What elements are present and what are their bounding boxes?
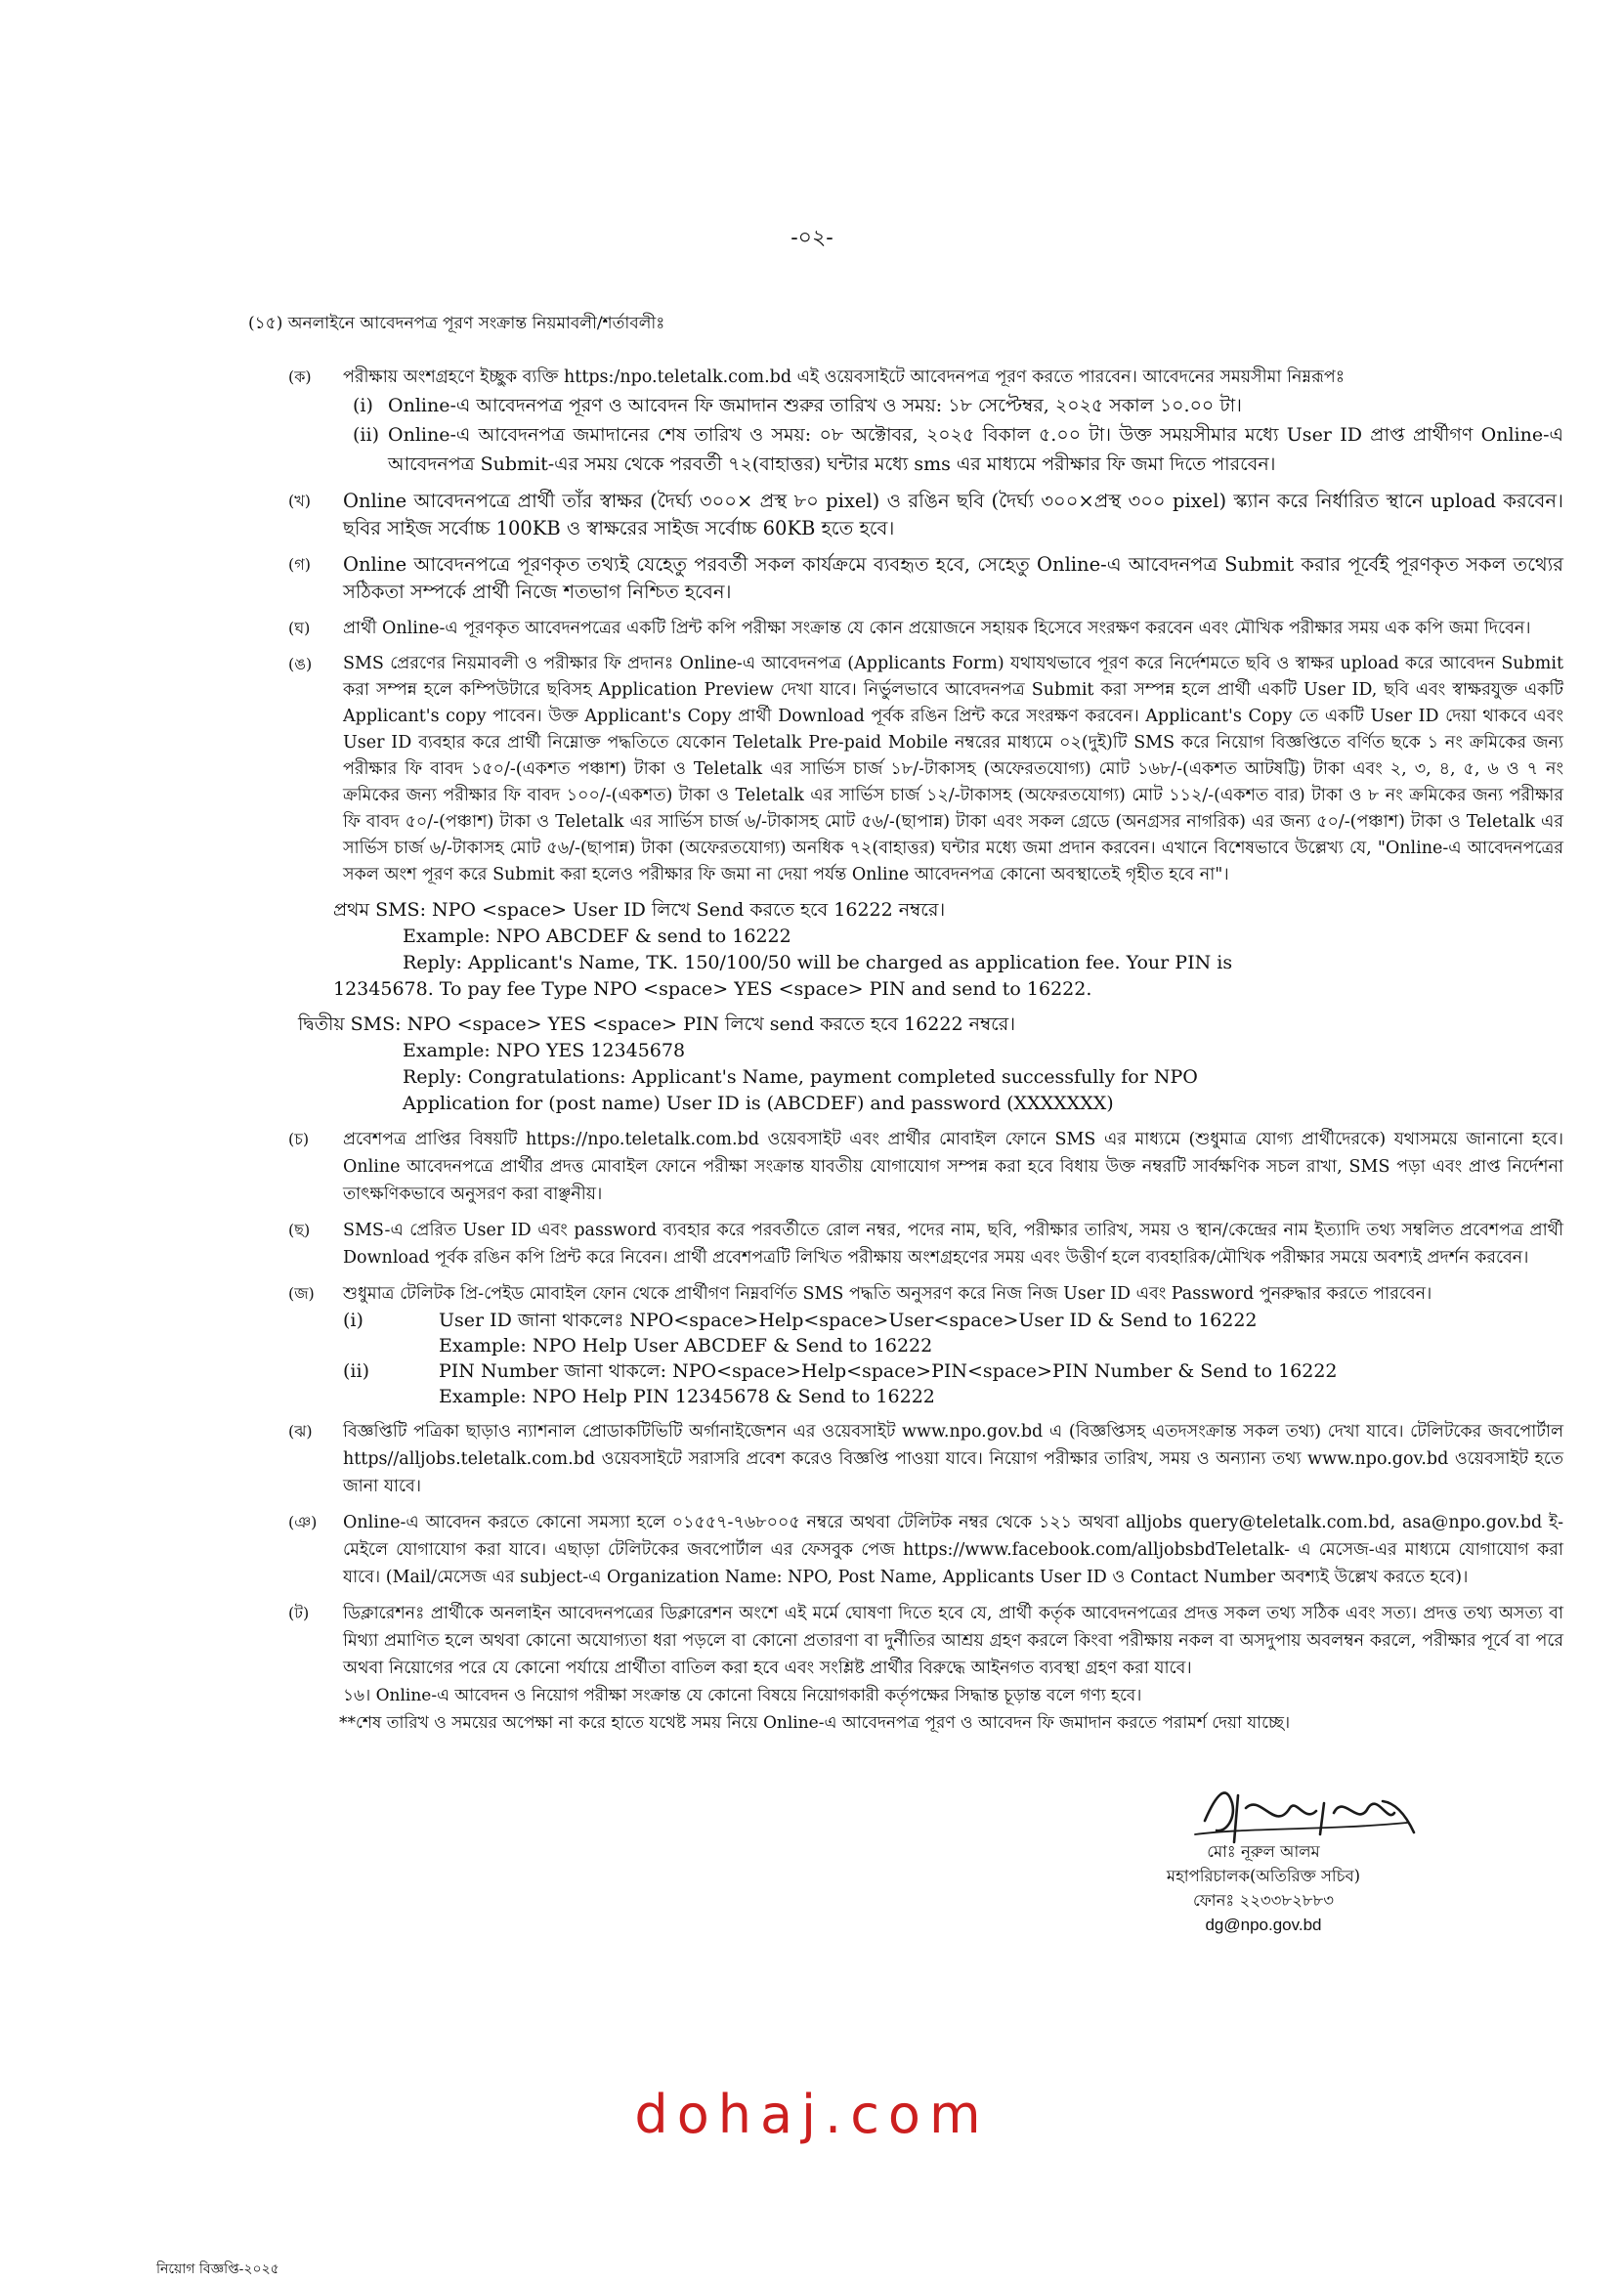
rule-item-ga: [288, 551, 1563, 606]
rule-item-ta: [288, 1600, 1563, 1737]
item-text: Online আবেদনপত্রে প্রার্থী তাঁর স্বাক্ষর (দৈর্ঘ্য ৩০০× প্রস্থ ৮০ pixel) ও রঙিন ছবি (দৈর্ঘ্য ৩০০×প্রস্থ ৩০০ pixel) স্ক্যান করে নির্ধারিত স্থানে upload করবেন। ছবির সাইজ সর্বোচ্চ 100KB ও স্বাক্ষরের সাইজ সর্বোচ্চ 60KB হতে হবে।: [343, 490, 1563, 539]
item-text: প্রার্থী Online-এ পূরণকৃত আবেদনপত্রের একটি প্রিন্ট কপি পরীক্ষা সংক্রান্ত যে কোন প্রয়োজনে সহায়ক হিসেবে সংরক্ষণ করবেন এবং মৌখিক পরীক্ষার সময় এক কপি জমা দিবেন।: [343, 619, 1531, 638]
item-text: Online-এ আবেদন করতে কোনো সমস্যা হলে ০১৫৫৭-৭৬৮০০৫ নম্বরে অথবা টেলিটক নম্বর থেকে ১২১ অথবা alljobs query@teletalk.com.bd, asa@npo.gov.bd ই-মেইলে যোগাযোগ করা যাবে। এছাড়া টেলিটকের জবপোর্টাল এর ফেসবুক পেজ https://www.facebook.com/alljobsbdTeletalk- এ মেসেজ-এর মাধ্যমে যোগাযোগ করা যাবে। (Mail/মেসেজ এর subject-এ Organization Name: NPO, Post Name, Applicants User ID ও Contact Number অবশ্যই উল্লেখ করতে হবে)।: [343, 1513, 1563, 1587]
signatory-designation: মহাপরিচালক(অতিরিক্ত সচিব): [1166, 1867, 1361, 1885]
sms1-reply-cont: 12345678. To pay fee Type NPO <space> YES <space> PIN and send to 16222.: [333, 978, 1092, 1000]
sms1-head: প্রথম SMS: NPO <space> User ID লিখে Send করতে হবে 16222 নম্বরে।: [333, 899, 946, 921]
item-marker: (খ): [288, 492, 311, 510]
sub-item-text: Online-এ আবেদনপত্র জমাদানের শেষ তারিখ ও সময়: ০৮ অক্টোবর, ২০২৫ বিকাল ৫.০০ টা। উক্ত সময়সীমার মধ্যে User ID প্রাপ্ত প্রার্থীগণ Online-এ আবেদনপত্র Submit-এর সময় থেকে পরবর্তী ৭২(বাহাত্তর) ঘন্টার মধ্যে sms এর মাধ্যমে পরীক্ষার ফি জমা দিতে পারবেন।: [388, 424, 1563, 475]
rule-item-jha: [288, 1418, 1563, 1500]
item-text: ডিক্লারেশনঃ প্রার্থীকে অনলাইন আবেদনপত্রের ডিক্লারেশন অংশে এই মর্মে ঘোষণা দিতে হবে যে, প্রার্থী কর্তৃক আবেদনপত্রের প্রদত্ত সকল তথ্য সঠিক এবং সত্য। প্রদত্ত তথ্য অসত্য বা মিথ্যা প্রমাণিত হলে অথবা কোনো অযোগ্যতা ধরা পড়লে বা কোনো প্রতারণা বা দুর্নীতির আশ্রয় গ্রহণ করলে কিংবা পরীক্ষায় নকল বা অসদুপায় অবলম্বন করলে, পরীক্ষার পূর্বে বা পরে অথবা নিয়োগের পরে যে কোনো পর্যায়ে প্রার্থীতা বাতিল করা হবে এবং সংশ্লিষ্ট প্রার্থীর বিরুদ্ধে আইনগত ব্যবস্থা গ্রহণ করা যাবে।: [343, 1604, 1563, 1678]
sms1-example: Example: NPO ABCDEF & send to 16222: [403, 926, 791, 947]
rules-list: [288, 364, 1563, 1745]
item-marker: (গ): [288, 555, 311, 574]
item-text: পরীক্ষায় অংশগ্রহণে ইচ্ছুক ব্যক্তি https:/npo.teletalk.com.bd এই ওয়েবসাইটে আবেদনপত্র পূরণ করতে পারবেন। আবেদনের সময়সীমা নিম্নরূপঃ: [343, 367, 1346, 387]
item-text: শুধুমাত্র টেলিটক প্রি-পেইড মোবাইল ফোন থেকে প্রার্থীগণ নিম্নবর্ণিত SMS পদ্ধতি অনুসরণ করে নিজ নিজ User ID এবং Password পুনরুদ্ধার করতে পারবেন।: [343, 1284, 1432, 1304]
recovery-text: User ID জানা থাকলেঃ NPO<space>Help<space>User<space>User ID & Send to 16222: [439, 1310, 1258, 1331]
signatory-email: dg@npo.gov.bd: [1205, 1916, 1322, 1934]
item-marker: (ঝ): [288, 1422, 313, 1441]
rule-item-chha: [288, 1217, 1563, 1271]
item-marker: (ট): [288, 1604, 310, 1622]
item-text: প্রবেশপত্র প্রাপ্তির বিষয়টি https://npo.teletalk.com.bd ওয়েবসাইট এবং প্রার্থীর মোবাইল ফোনে SMS এর মাধ্যমে (শুধুমাত্র যোগ্য প্রার্থীদেরকে) যথাসময়ে জানানো হবে। Online আবেদনপত্রে প্রার্থীর প্রদত্ত মোবাইল ফোনে পরীক্ষা সংক্রান্ত যাবতীয় যোগাযোগ সম্পন্ন করা হবে বিধায় উক্ত নম্বরটি সার্বক্ষণিক সচল রাখা, SMS পড়া এবং প্রাপ্ত নির্দেশনা তাৎক্ষণিকভাবে অনুসরণ করা বাঞ্ছনীয়।: [343, 1130, 1563, 1204]
recovery-user-id: [343, 1308, 1563, 1333]
rule-item-gha: [288, 615, 1563, 642]
sub-item-text: Online-এ আবেদনপত্র পূরণ ও আবেদন ফি জমাদান শুরুর তারিখ ও সময়: ১৮ সেপ্টেম্বর, ২০২৫ সকাল ১০.০০ টা।: [388, 395, 1242, 416]
recovery-pin-example: Example: NPO Help PIN 12345678 & Send to 16222: [439, 1386, 935, 1407]
sub-item-i: [343, 391, 1563, 420]
sub-marker: (ii): [343, 1360, 369, 1382]
signatory-phone: ফোনঃ ২২৩৩৮২৮৮৩: [1193, 1891, 1334, 1910]
item-marker: (চ): [288, 1130, 310, 1148]
item-marker: (ঙ): [288, 655, 313, 673]
recovery-user-id-example: Example: NPO Help User ABCDEF & Send to 16222: [439, 1335, 933, 1357]
rule-item-cha: [288, 1126, 1563, 1208]
rule-item-ka: [288, 364, 1563, 479]
sub-marker: (ii): [353, 424, 379, 446]
watermark-text: dohaj.com: [634, 2084, 990, 2145]
point-16: ১৬। Online-এ আবেদন ও নিয়োগ পরীক্ষা সংক্রান্ত যে কোনো বিষয়ে নিয়োগকারী কর্তৃপক্ষের সিদ্ধান্ত চূড়ান্ত বলে গণ্য হবে।: [343, 1686, 1142, 1705]
item-marker: (জ): [288, 1284, 315, 1303]
rule-item-nya: [288, 1509, 1563, 1591]
sms2-head: দ্বিতীয় SMS: NPO <space> YES <space> PIN লিখে send করতে হবে 16222 নম্বরে।: [298, 1013, 1016, 1035]
item-text: SMS-এ প্রেরিত User ID এবং password ব্যবহার করে পরবর্তীতে রোল নম্বর, পদের নাম, ছবি, পরীক্ষার তারিখ, সময় ও স্থান/কেন্দ্রের নাম ইত্যাদি তথ্য সম্বলিত প্রবেশপত্র প্রার্থী Download পূর্বক রঙিন কপি প্রিন্ট করে নিবেন। প্রার্থী প্রবেশপত্রটি লিখিত পরীক্ষায় অংশগ্রহণের সময় এবং উত্তীর্ণ হলে ব্যবহারিক/মৌখিক পরীক্ষার সময়ে অবশ্যই প্রদর্শন করবেন।: [343, 1221, 1563, 1268]
sms1-reply: Reply: Applicant's Name, TK. 150/100/50 will be charged as application fee. Your PIN is: [403, 952, 1233, 973]
item-marker: (ছ): [288, 1221, 311, 1239]
rule-item-kha: [288, 488, 1563, 542]
recovery-pin: [343, 1358, 1563, 1384]
sms2-reply: Reply: Congratulations: Applicant's Name, payment completed successfully for NPO: [403, 1066, 1198, 1088]
sub-marker: (i): [353, 395, 373, 416]
item-text: বিজ্ঞপ্তিটি পত্রিকা ছাড়াও ন্যাশনাল প্রোডাকটিভিটি অর্গানাইজেশন এর ওয়েবসাইট www.npo.gov.bd এ (বিজ্ঞপ্তিসহ এতদসংক্রান্ত সকল তথ্য) দেখা যাবে। টেলিটকের জবপোর্টাল https//alljobs.teletalk.com.bd ওয়েবসাইটে সরাসরি প্রবেশ করেও বিজ্ঞপ্তি পাওয়া যাবে। নিয়োগ পরীক্ষার তারিখ, সময় ও অন্যান্য তথ্য www.npo.gov.bd ওয়েবসাইট হতে জানা যাবে।: [343, 1422, 1563, 1496]
rule-item-ja: [288, 1280, 1563, 1409]
sub-marker: (i): [343, 1310, 363, 1331]
signatory-block: [1117, 1839, 1410, 1937]
sms2-reply-cont: Application for (post name) User ID is (ABCDEF) and password (XXXXXXX): [403, 1093, 1114, 1114]
page-number: -০২-: [791, 226, 833, 250]
item-marker: (ঘ): [288, 619, 311, 637]
item-text: SMS প্রেরণের নিয়মাবলী ও পরীক্ষার ফি প্রদানঃ Online-এ আবেদনপত্র (Applicants Form) যথাযথভাবে পূরণ করে নির্দেশমতে ছবি ও স্বাক্ষর upload করে আবেদন Submit করা সম্পন্ন হলে কম্পিউটারে ছবিসহ Application Preview দেখা যাবে। নির্ভুলভাবে আবেদনপত্র Submit করা সম্পন্ন হলে প্রার্থী একটি User ID, ছবি এবং স্বাক্ষরযুক্ত একটি Applicant's copy পাবেন। উক্ত Applicant's Copy প্রার্থী Download পূর্বক রঙিন প্রিন্ট করে সংরক্ষণ করবেন। Applicant's Copy তে একটি User ID দেয়া থাকবে এবং User ID ব্যবহার করে প্রার্থী নিম্নোক্ত পদ্ধতিতে যেকোন Teletalk Pre-paid Mobile নম্বরের মাধ্যমে ০২(দুই)টি SMS করে নিয়োগ বিজ্ঞপ্তিতে বর্ণিত ছকে ১ নং ক্রমিকের জন্য পরীক্ষার ফি বাবদ ১৫০/-(একশত পঞ্চাশ) টাকা ও Teletalk এর সার্ভিস চার্জ ১৮/-টাকাসহ (অফেরতযোগ্য) মোট ১৬৮/-(একশত আটষট্টি) টাকা এবং ২, ৩, ৪, ৫, ৬ ও ৭ নং ক্রমিকের জন্য পরীক্ষার ফি বাবদ ১০০/-(একশত) টাকা ও Teletalk এর সার্ভিস চার্জ ১২/-টাকাসহ (অফেরতযোগ্য) মোট ১১২/-(একশত বার) টাকা ও ৮ নং ক্রমিকের জন্য পরীক্ষার ফি বাবদ ৫০/-(পঞ্চাশ) টাকা ও Teletalk এর সার্ভিস চার্জ ৬/-টাকাসহ মোট ৫৬/-(ছাপান্ন) টাকা এবং সকল গ্রেডে (অনগ্রসর নাগরিক) এর জন্য ৫০/-(পঞ্চাশ) টাকা ও Teletalk এর সার্ভিস চার্জ ৬/-টাকাসহ মোট ৫৬/-(ছাপান্ন) টাকা (অফেরতযোগ্য) অনধিক ৭২(বাহাত্তর) ঘন্টার মধ্যে জমা প্রদান করবেন। এখানে বিশেষভাবে উল্লেখ্য যে, "Online-এ আবেদনপত্রের সকল অংশ পূরণ করে Submit করা হলেও পরীক্ষার ফি জমা না দেয়া পর্যন্ত Online আবেদনপত্র কোনো অবস্থাতেই গৃহীত হবে না"।: [343, 654, 1563, 884]
final-note: **শেষ তারিখ ও সময়ের অপেক্ষা না করে হাতে যথেষ্ট সময় নিয়ে Online-এ আবেদনপত্র পূরণ ও আবেদন ফি জমাদান করতে পরামর্শ দেয়া যাচ্ছে।: [339, 1713, 1291, 1733]
sms2-example: Example: NPO YES 12345678: [403, 1040, 686, 1061]
rule-item-uma: [288, 651, 1563, 888]
item-marker: (ঞ): [288, 1513, 318, 1531]
signatory-name: মোঃ নূরুল আলম: [1207, 1842, 1320, 1861]
sub-item-ii: [343, 420, 1563, 479]
recovery-text: PIN Number জানা থাকলে: NPO<space>Help<space>PIN<space>PIN Number & Send to 16222: [439, 1360, 1338, 1382]
item-text: Online আবেদনপত্রে পূরণকৃত তথ্যই যেহেতু পরবর্তী সকল কার্যক্রমে ব্যবহৃত হবে, সেহেতু Online-এ আবেদনপত্র Submit করার পূর্বেই পূরণকৃত সকল তথ্যের সঠিকতা সম্পর্কে প্রার্থী নিজে শতভাগ নিশ্চিত হবেন।: [343, 553, 1563, 603]
item-marker: (ক): [288, 367, 312, 386]
footer-text: নিয়োগ বিজ্ঞপ্তি-২০২৫: [156, 2261, 279, 2277]
section-heading: (১৫) অনলাইনে আবেদনপত্র পূরণ সংক্রান্ত নিয়মাবলী/শর্তাবলীঃ: [248, 314, 665, 333]
